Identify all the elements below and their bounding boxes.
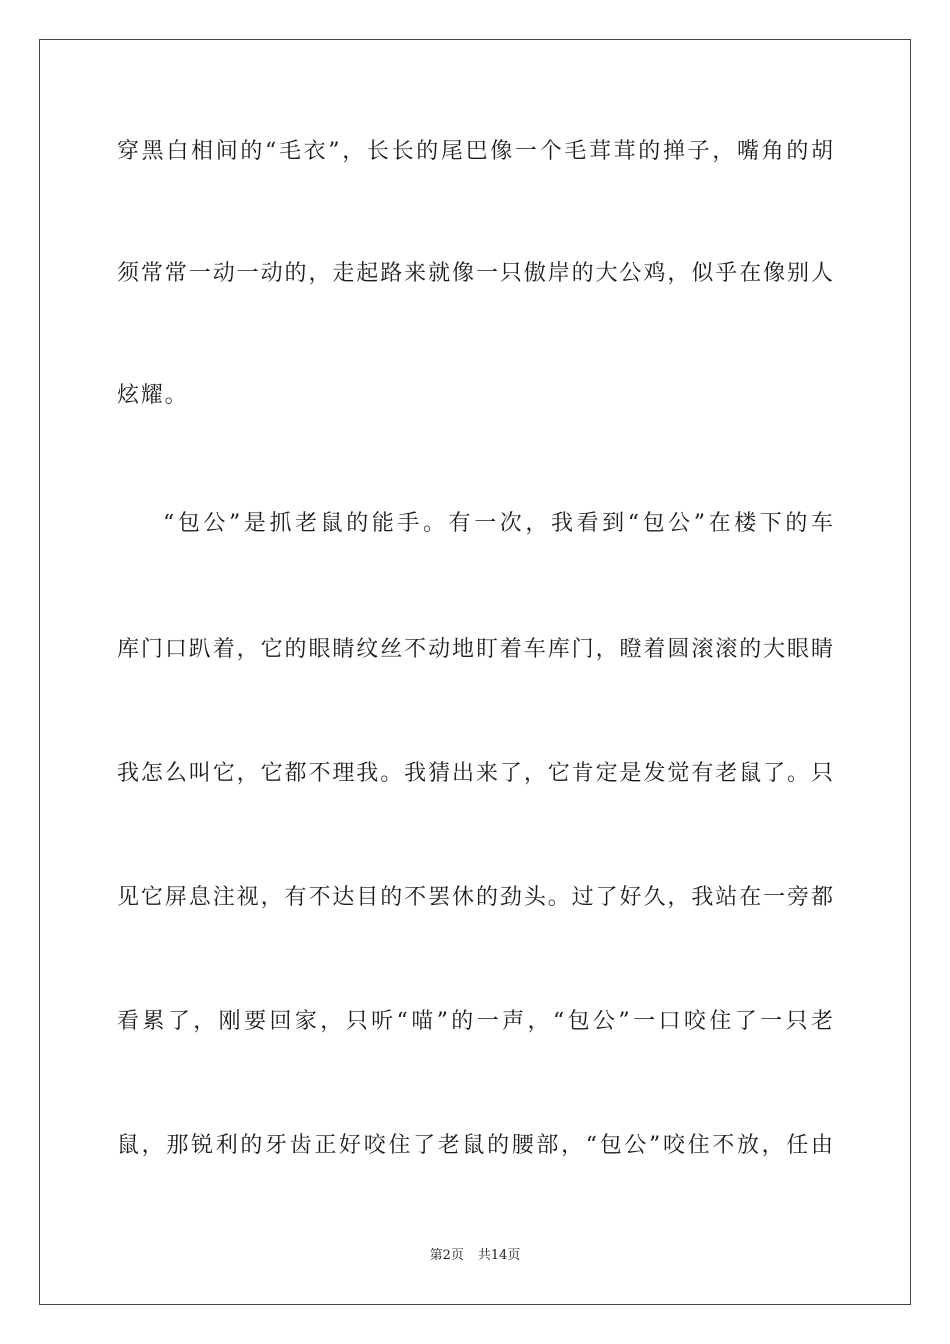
text-line-2: 须常常一动一动的，走起路来就像一只傲岸的大公鸡，似乎在像别人 xyxy=(117,261,833,286)
text-line-5: 库门口趴着，它的眼睛纹丝不动地盯着车库门，瞪着圆滚滚的大眼睛 xyxy=(117,637,833,662)
text-line-6: 我怎么叫它，它都不理我。我猜出来了，它肯定是发觉有老鼠了。只 xyxy=(117,761,833,786)
page-total: 共14页 xyxy=(477,1248,521,1263)
page-number: 第2页 xyxy=(429,1248,464,1263)
text-line-7: 见它屏息注视，有不达目的不罢休的劲头。过了好久，我站在一旁都 xyxy=(117,885,833,910)
text-line-8: 看累了，刚要回家，只听“喵”的一声，“包公”一口咬住了一只老 xyxy=(117,1009,833,1034)
page-footer xyxy=(0,1247,950,1265)
text-line-9: 鼠，那锐利的牙齿正好咬住了老鼠的腰部，“包公”咬住不放，任由 xyxy=(117,1133,833,1158)
text-line-3: 炫耀。 xyxy=(117,383,189,408)
page-border xyxy=(39,39,911,1305)
text-line-1: 穿黑白相间的“毛衣”，长长的尾巴像一个毛茸茸的掸子，嘴角的胡 xyxy=(117,139,833,164)
text-line-4: “包公”是抓老鼠的能手。有一次，我看到“包公”在楼下的车 xyxy=(163,511,833,536)
